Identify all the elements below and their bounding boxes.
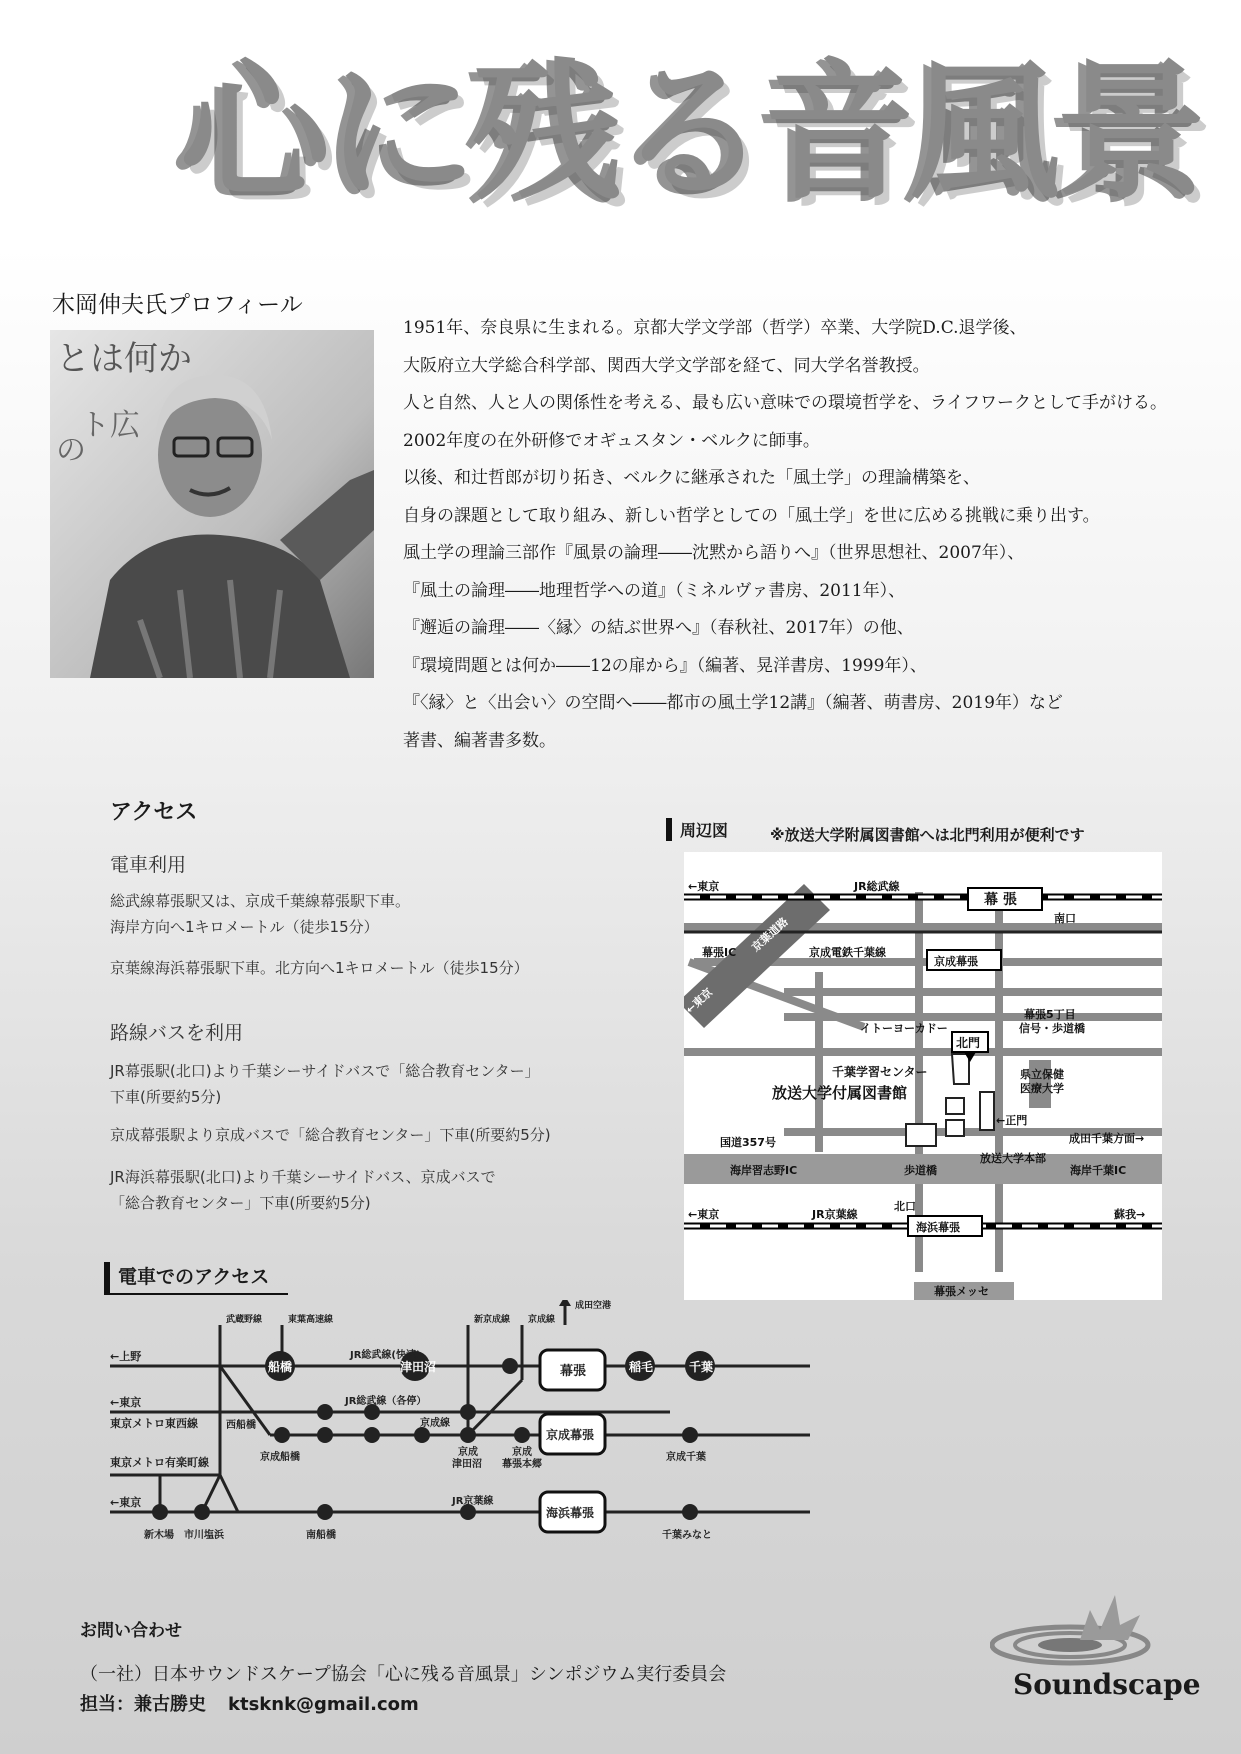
map-label: JR総武線 <box>854 880 900 893</box>
whiteboard-text-1: とは何か <box>56 339 192 379</box>
bio-line: 大阪府立大学総合科学部、関西大学文学部を経て、同大学名誉教授。 <box>403 355 930 376</box>
train-label: ←東京 <box>110 1496 142 1509</box>
train-map <box>110 1300 830 1600</box>
map-label: 信号・歩道橋 <box>1019 1022 1085 1035</box>
train-info-line: 総武線幕張駅又は、京成千葉線幕張駅下車。 <box>110 892 411 910</box>
map-label: ←東京 <box>684 985 716 1017</box>
map-label: 北門 <box>956 1036 981 1050</box>
map-label: 海岸千葉IC <box>1070 1164 1127 1177</box>
bio-line: 『邂逅の論理――〈縁〉の結ぶ世界へ』（春秋社、2017年）の他、 <box>403 618 914 638</box>
train-info-line: 海岸方向へ1キロメートル（徒歩15分） <box>110 918 379 936</box>
train-label: 武蔵野線 <box>226 1315 263 1325</box>
train-label: JR京葉線 <box>452 1496 494 1507</box>
train-label: 南船橋 <box>306 1530 336 1541</box>
train-label: JR総武線(快速) <box>350 1350 421 1361</box>
map-label: ←正門 <box>996 1114 1028 1127</box>
bio-line: 2002年度の在外研修でオギュスタン・ベルクに師事。 <box>403 430 820 451</box>
train-label: 成田空港 <box>575 1301 612 1311</box>
map-label: 海浜幕張 <box>916 1221 960 1234</box>
train-map-drawing <box>110 1300 830 1600</box>
station-label: 千葉 <box>689 1360 714 1374</box>
map-label: イトーヨーカドー <box>860 1022 948 1035</box>
area-map-title: 周辺図 <box>666 818 728 841</box>
train-label: 京成 <box>458 1447 478 1458</box>
bio-line: 『環境問題とは何か――12の扉から』（編著、晃洋書房、1999年）、 <box>403 655 927 676</box>
bio-line: 『〈縁〉と〈出会い〉の空間へ――都市の風土学12講』（編著、萌書房、2019年）など <box>403 693 1063 713</box>
map-label: 歩道橋 <box>904 1164 937 1177</box>
bus-access-heading: 路線バスを利用 <box>110 1022 244 1044</box>
map-label: 放送大学付属図書館 <box>772 1084 908 1102</box>
train-label: 東京メトロ東西線 <box>110 1417 198 1430</box>
map-label: 北口 <box>894 1200 916 1213</box>
train-label: JR総武線（各停） <box>345 1396 427 1407</box>
station-label: 船橋 <box>268 1360 293 1374</box>
contact-heading: お問い合わせ <box>80 1621 182 1641</box>
station-label: 幕張 <box>560 1364 587 1379</box>
bus-info-line: JR海浜幕張駅(北口)より千葉シーサイドバス、京成バスで <box>110 1168 496 1186</box>
bio-line: 自身の課題として取り組み、新しい哲学としての「風土学」を世に広める挑戦に乗り出す。 <box>403 505 1100 526</box>
bus-info-3 <box>110 1164 496 1216</box>
train-label: ←上野 <box>110 1350 142 1363</box>
bus-info-1 <box>110 1058 540 1110</box>
map-label: 放送大学本部 <box>980 1152 1046 1165</box>
profile-bio <box>403 310 1223 760</box>
station-label: 京成幕張 <box>546 1428 595 1442</box>
train-label: 京成千葉 <box>666 1452 706 1463</box>
train-label: 市川塩浜 <box>184 1530 224 1541</box>
bus-info-line: JR幕張駅(北口)より千葉シーサイドバスで「総合教育センター」 <box>110 1062 540 1080</box>
map-label: 千葉学習センター <box>832 1065 928 1079</box>
train-access-heading: 電車利用 <box>110 854 187 876</box>
train-label: 東葉高速線 <box>288 1315 334 1325</box>
page-title: 心に残る音風景 <box>180 44 1203 220</box>
map-label: 京葉道路 <box>749 915 791 955</box>
map-label: JR京葉線 <box>812 1208 858 1221</box>
train-label: 京成 <box>512 1447 532 1458</box>
train-label: 新京成線 <box>474 1315 511 1325</box>
station-label: 稲毛 <box>629 1360 654 1374</box>
map-label: ←東京 <box>688 1208 720 1221</box>
map-label: 幕張5丁目 <box>1024 1008 1076 1021</box>
map-label: 京成幕張 <box>934 955 978 968</box>
train-label: 新木場 <box>144 1530 174 1541</box>
train-label: 西船橋 <box>226 1420 256 1431</box>
contact-org: （一社）日本サウンドスケープ協会「心に残る音風景」シンポジウム実行委員会 <box>80 1664 727 1685</box>
contact-name: 担当：兼古勝史 <box>80 1694 206 1715</box>
station-label: 海浜幕張 <box>546 1506 595 1520</box>
map-label: 幕張メッセ <box>934 1285 989 1298</box>
bio-line: 1951年、奈良県に生まれる。京都大学文学部（哲学）卒業、大学院D.C.退学後、 <box>403 318 1027 338</box>
profile-heading: 木岡伸夫氏プロフィール <box>52 292 303 318</box>
bus-info-2: 京成幕張駅より京成バスで「総合教育センター」下車(所要約5分) <box>110 1126 551 1144</box>
map-label: 京成電鉄千葉線 <box>809 946 886 959</box>
area-map <box>684 852 1162 1300</box>
station-label: 津田沼 <box>400 1360 437 1374</box>
train-label: 幕張本郷 <box>502 1459 542 1470</box>
whiteboard-text-3: の <box>56 433 86 468</box>
train-info-1 <box>110 888 410 940</box>
bio-line: 人と自然、人と人の関係性を考える、最も広い意味での環境哲学を、ライフワークとして手がける。 <box>403 393 1167 413</box>
bus-info-line: 下車(所要約5分) <box>110 1088 222 1106</box>
train-map-title: 電車でのアクセス <box>104 1262 288 1295</box>
map-label: 蘇我→ <box>1114 1208 1146 1221</box>
profile-photo <box>50 330 374 678</box>
train-info-2: 京葉線海浜幕張駅下車。北方向へ1キロメートル（徒歩15分） <box>110 959 529 977</box>
map-label: 医療大学 <box>1020 1082 1064 1095</box>
bio-line: 風土学の理論三部作『風景の論理――沈黙から語りへ』（世界思想社、2007年）、 <box>403 543 1025 563</box>
logo-wordmark: Soundscape <box>1013 1668 1201 1701</box>
map-label: 南口 <box>1054 912 1076 925</box>
train-label: ←東京 <box>110 1396 142 1409</box>
map-label: 国道357号 <box>720 1136 776 1149</box>
area-map-drawing <box>684 852 1162 1300</box>
train-label: 津田沼 <box>452 1459 482 1470</box>
train-label: 京成線 <box>528 1315 556 1325</box>
train-label: 千葉みなと <box>662 1530 712 1541</box>
map-label: ←東京 <box>688 880 720 893</box>
map-label: 県立保健 <box>1020 1068 1064 1081</box>
contact-person <box>80 1690 419 1716</box>
soundscape-logo-icon <box>990 1590 1160 1670</box>
area-map-note: ※放送大学附属図書館へは北門利用が便利です <box>770 826 1085 844</box>
contact-email[interactable]: ktsknk@gmail.com <box>228 1694 419 1715</box>
access-heading: アクセス <box>110 800 198 825</box>
map-label: 成田千葉方面→ <box>1069 1132 1145 1145</box>
bio-line: 著書、編著書多数。 <box>403 730 556 751</box>
train-label: 京成線 <box>420 1418 450 1429</box>
bio-line: 以後、和辻哲郎が切り拓き、ベルクに継承された「風土学」の理論構築を、 <box>403 468 980 488</box>
train-label: 京成船橋 <box>260 1452 300 1463</box>
map-label: 海岸習志野IC <box>730 1164 798 1177</box>
map-label: 幕張IC <box>702 946 737 959</box>
whiteboard-text-2: ト広 <box>80 408 140 443</box>
bus-info-line: 「総合教育センター」下車(所要約5分) <box>110 1194 371 1212</box>
map-label: 幕 張 <box>984 892 1017 908</box>
bio-line: 『風土の論理――地理哲学への道』（ミネルヴァ書房、2011年）、 <box>403 580 906 601</box>
train-label: 東京メトロ有楽町線 <box>110 1456 209 1469</box>
